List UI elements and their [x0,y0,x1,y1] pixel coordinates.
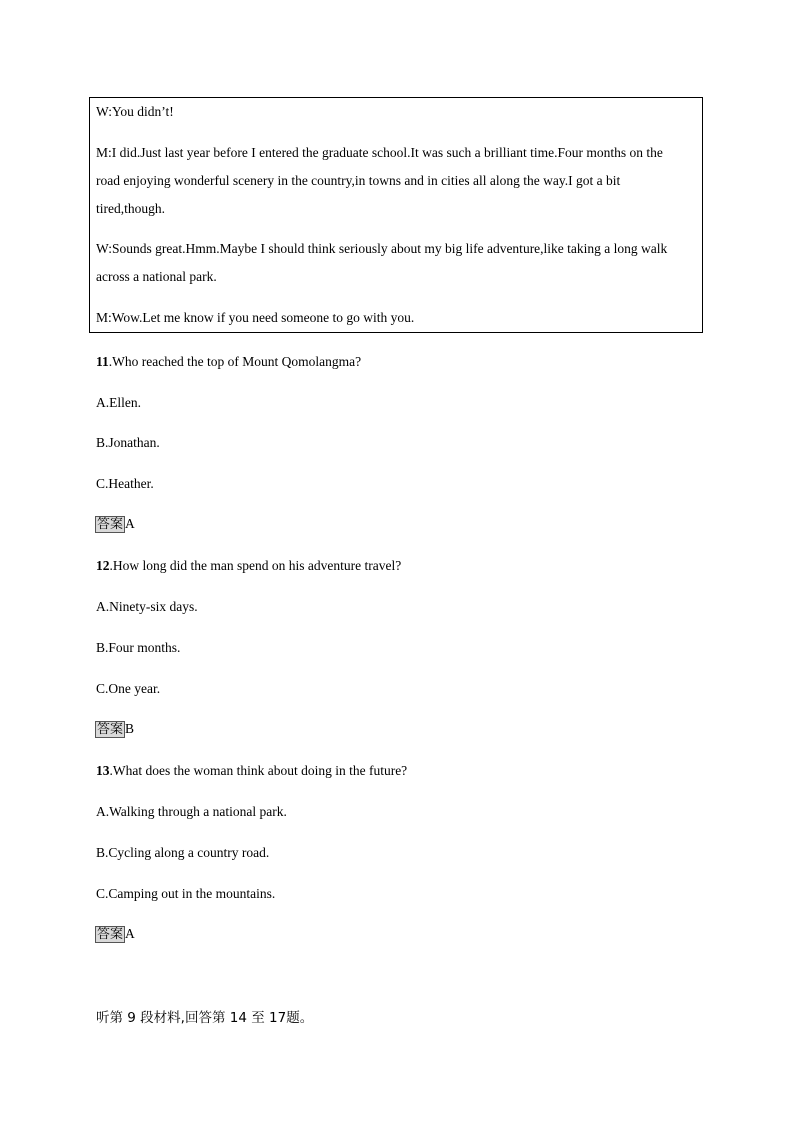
answer-value: A [125,926,135,941]
answer-value: B [125,721,135,736]
answer-tag: 答案 [97,927,124,942]
answer-tag: 答案 [97,517,124,532]
transcript-line: W:Sounds great.Hmm.Maybe I should think seriously about my big life adventure,like taking a long walk [96,241,668,256]
section-instruction: 听第 9 段材料,回答第 14 至 17题。 [96,1010,314,1026]
transcript-box [89,97,703,333]
question-number: 11 [96,354,109,369]
answer-row [95,926,135,943]
answer-row [95,516,135,533]
question-13 [96,763,407,779]
option-a: A.Ninety-six days. [96,599,198,614]
option-c: C.One year. [96,681,161,696]
question-text: .Who reached the top of Mount Qomolangma? [108,354,362,369]
transcript-line: tired,though. [96,201,165,216]
option-b: B.Four months. [96,640,181,655]
option-c: C.Camping out in the mountains. [96,886,276,901]
question-12 [96,558,401,574]
option-b: B.Jonathan. [96,435,160,450]
question-number: 12 [96,558,110,573]
option-a: A.Ellen. [96,395,141,410]
question-11 [96,354,361,370]
answer-tag: 答案 [97,722,124,737]
transcript-line: W:You didn’t! [96,104,174,119]
question-text: .What does the woman think about doing in the future? [109,763,408,778]
option-a: A.Walking through a national park. [96,804,287,819]
answer-row [95,721,134,738]
transcript-line: road enjoying wonderful scenery in the country,in towns and in cities all along the way.I got a bit [96,173,621,188]
question-text: .How long did the man spend on his adventure travel? [109,558,402,573]
answer-value: A [125,516,135,531]
transcript-line: across a national park. [96,269,217,284]
transcript-line: M:Wow.Let me know if you need someone to go with you. [96,310,415,325]
question-number: 13 [96,763,110,778]
transcript-line: M:I did.Just last year before I entered the graduate school.It was such a brilliant time.Four months on the [96,145,663,160]
option-c: C.Heather. [96,476,154,491]
option-b: B.Cycling along a country road. [96,845,270,860]
